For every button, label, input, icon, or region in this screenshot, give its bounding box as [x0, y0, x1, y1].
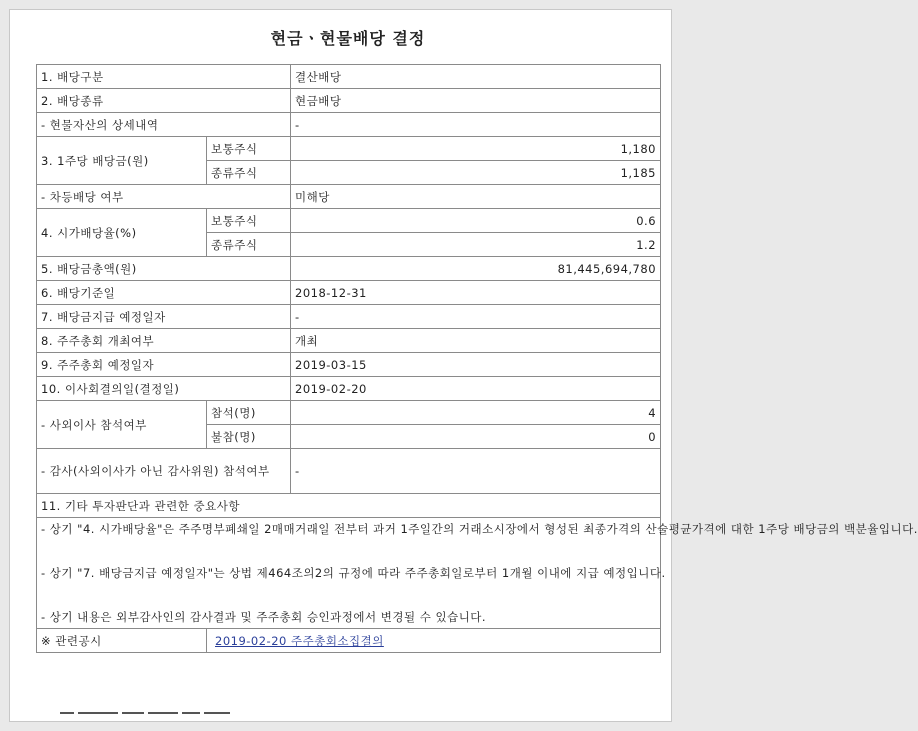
table-row [37, 305, 661, 329]
table-row [37, 113, 661, 137]
note-paragraph: - 상기 내용은 외부감사인의 감사결과 및 주주총회 승인과정에서 변경될 수 있습니다. [41, 610, 487, 624]
row-label: 8. 주주총회 개최여부 [37, 329, 291, 353]
row-label: 9. 주주총회 예정일자 [37, 353, 291, 377]
row-value: 0 [291, 425, 661, 449]
table-row [37, 209, 661, 233]
table-row [37, 137, 661, 161]
related-label: ※ 관련공시 [37, 629, 207, 653]
row-label: - 감사(사외이사가 아닌 감사위원) 참석여부 [37, 449, 291, 494]
row-label: 10. 이사회결의일(결정일) [37, 377, 291, 401]
table-row [37, 401, 661, 425]
table-row [37, 257, 661, 281]
table-row [37, 281, 661, 305]
table-row [37, 449, 661, 494]
row-value: - [291, 449, 661, 494]
disclosure-page [36, 10, 918, 653]
row-value: 4 [291, 401, 661, 425]
sub-label: 참석(명) [207, 401, 291, 425]
row-label: 5. 배당금총액(원) [37, 257, 291, 281]
table-row [37, 377, 661, 401]
row-value: - [291, 305, 661, 329]
row-label: 7. 배당금지급 예정일자 [37, 305, 291, 329]
row-label: - 사외이사 참석여부 [37, 401, 207, 449]
note-paragraph: - 상기 "4. 시가배당율"은 주주명부폐쇄일 2매매거래일 전부터 과거 1주일간의 거래소시장에서 형성된 최종가격의 산술평균가격에 대한 1주당 배당금의 백분율입니다. [41, 522, 918, 536]
table-row [37, 65, 661, 89]
row-value: 개최 [291, 329, 661, 353]
table-row [37, 353, 661, 377]
row-value: 2019-03-15 [291, 353, 661, 377]
row-label: 3. 1주당 배당금(원) [37, 137, 207, 185]
dividend-table [36, 64, 918, 653]
sub-label: 종류주식 [207, 233, 291, 257]
page-title: 현금ㆍ현물배당 결정 [270, 29, 426, 48]
row-value: 현금배당 [291, 89, 661, 113]
sub-label: 보통주식 [207, 209, 291, 233]
related-disclosure-link[interactable]: 2019-02-20 주주총회소집결의 [215, 633, 384, 648]
sub-label: 종류주식 [207, 161, 291, 185]
table-row [37, 185, 661, 209]
table-row [37, 494, 661, 518]
row-value: 2018-12-31 [291, 281, 661, 305]
row-label: - 현물자산의 상세내역 [37, 113, 291, 137]
note-paragraph: - 상기 "7. 배당금지급 예정일자"는 상법 제464조의2의 규정에 따라 주주총회일로부터 1개월 이내에 지급 예정입니다. [41, 566, 666, 580]
row-value: 81,445,694,780 [291, 257, 661, 281]
table-row [37, 629, 661, 653]
sub-label: 불참(명) [207, 425, 291, 449]
table-row [37, 329, 661, 353]
row-label: 4. 시가배당율(%) [37, 209, 207, 257]
row-value: 0.6 [291, 209, 661, 233]
row-value: 1,185 [291, 161, 661, 185]
row-value: 1.2 [291, 233, 661, 257]
row-value: 미해당 [291, 185, 661, 209]
document-frame [9, 9, 918, 722]
notes-cell [37, 518, 918, 629]
sub-label: 보통주식 [207, 137, 291, 161]
table-row [37, 518, 661, 629]
row-label: 6. 배당기준일 [37, 281, 291, 305]
row-label: - 차등배당 여부 [37, 185, 291, 209]
row-label: 1. 배당구분 [37, 65, 291, 89]
row-value: 1,180 [291, 137, 661, 161]
row-value: 2019-02-20 [291, 377, 661, 401]
row-value: - [291, 113, 661, 137]
row-value: 결산배당 [291, 65, 661, 89]
section-label: 11. 기타 투자판단과 관련한 중요사항 [37, 494, 661, 518]
clipped-text-remnant [60, 712, 300, 718]
row-label: 2. 배당종류 [37, 89, 291, 113]
table-row [37, 89, 661, 113]
related-link-cell [207, 629, 661, 653]
